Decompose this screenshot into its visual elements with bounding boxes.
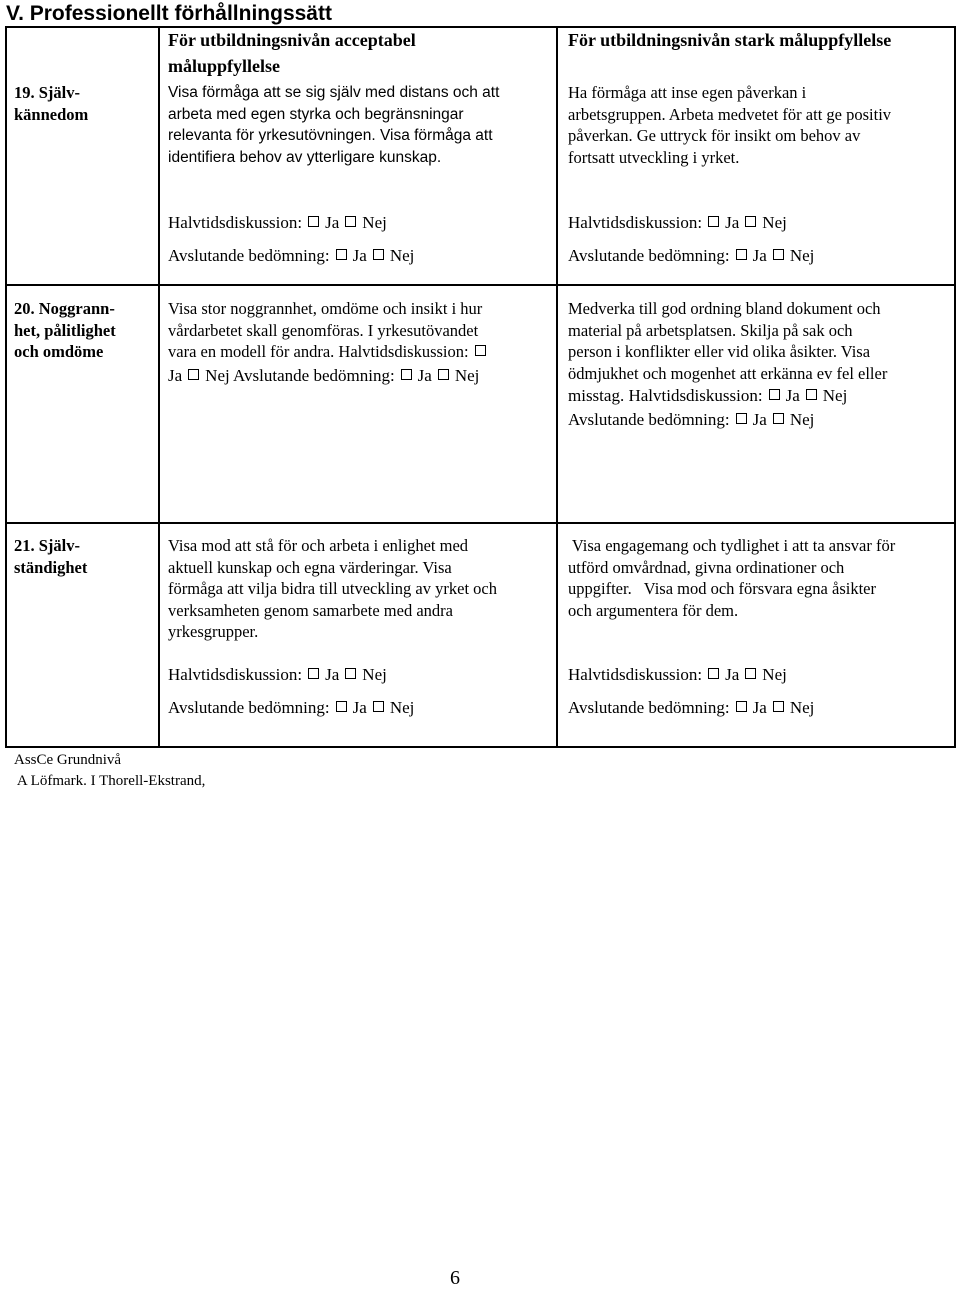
text-line: person i konflikter eller vid olika åsikter. Visa	[568, 342, 871, 361]
checkbox[interactable]	[736, 249, 747, 260]
final-label: Avslutande bedömning:	[168, 246, 330, 265]
text-line: och argumentera för dem.	[568, 600, 739, 620]
text-line: vårdarbetet skall genomföras. I yrkesutövandet	[168, 320, 479, 340]
text-line: relevanta för yrkesutövningen. Visa förmåga att	[168, 127, 493, 144]
text-line	[168, 341, 492, 363]
final-label: Avslutande bedömning:	[233, 365, 395, 385]
checkbox[interactable]	[773, 413, 784, 424]
mid-label: Halvtidsdiskussion:	[168, 213, 303, 232]
no-label: Nej	[789, 698, 815, 717]
label-line: ständighet	[14, 557, 88, 577]
checkbox[interactable]	[745, 668, 756, 679]
no-label: Nej	[762, 213, 787, 232]
text-line: ödmjukhet och mogenhet att erkänna ev fel eller	[568, 363, 888, 383]
page-number: 6	[450, 1267, 460, 1289]
checkbox[interactable]	[806, 389, 817, 400]
row-21-strong	[568, 535, 895, 621]
checkbox[interactable]	[736, 413, 747, 424]
yes-label: Ja	[325, 213, 340, 232]
row-19-strong-mid	[568, 212, 787, 234]
text-segment: misstag. Halvtidsdiskussion:	[568, 386, 763, 405]
label-line: 21. Själv-	[14, 536, 80, 555]
yes-label: Ja	[752, 410, 767, 429]
row-19-strong	[568, 82, 891, 168]
checkbox[interactable]	[308, 668, 319, 679]
header-strong: För utbildningsnivån stark måluppfyllelse	[568, 30, 892, 50]
row-21-strong-mid	[568, 664, 787, 686]
footer-line: AssCe Grundnivå	[14, 752, 122, 768]
label-line: 20. Noggrann-	[14, 299, 115, 318]
no-label: Nej	[822, 386, 848, 405]
text-line: arbetsgruppen. Arbeta medvetet för att ge positiv	[568, 104, 892, 124]
label-line: 19. Själv-	[14, 83, 80, 102]
row-20-acceptable	[168, 298, 492, 389]
text-line: material på arbetsplatsen. Skilja på sak och	[568, 320, 853, 340]
no-label: Nej	[789, 246, 815, 265]
row-20-label	[14, 298, 116, 363]
col-divider-2	[556, 26, 558, 748]
mid-label: Halvtidsdiskussion:	[168, 665, 303, 684]
row-21-label	[14, 535, 87, 578]
row-19-acc-mid	[168, 212, 387, 234]
row-21-strong-final	[568, 697, 814, 719]
text-line: påverkan. Ge uttryck för insikt om behov av	[568, 126, 861, 145]
checkbox[interactable]	[708, 216, 719, 227]
row-21-acceptable	[168, 535, 497, 643]
table-right-border	[954, 26, 956, 748]
yes-label: Ja	[725, 213, 740, 232]
checkbox[interactable]	[373, 249, 384, 260]
yes-label: Ja	[725, 665, 740, 684]
section-title: V. Professionellt förhållningssätt	[6, 2, 332, 25]
text-line: yrkesgrupper.	[168, 622, 259, 641]
row-19-strong-final	[568, 245, 814, 267]
mid-label: Halvtidsdiskussion:	[568, 213, 703, 232]
yes-label: Ja	[352, 246, 367, 265]
label-line: kännedom	[14, 104, 89, 124]
row-19-label	[14, 82, 88, 125]
text-line: Ha förmåga att inse egen påverkan i	[568, 83, 807, 102]
text-segment: vara en modell för andra. Halvtidsdiskussion:	[168, 342, 469, 361]
no-label: Nej	[205, 365, 230, 385]
text-line: Medverka till god ordning bland dokument och	[568, 299, 881, 318]
checkbox[interactable]	[708, 668, 719, 679]
no-label: Nej	[454, 365, 480, 385]
final-label: Avslutande bedömning:	[568, 410, 730, 429]
footer-line: A Löfmark. I Thorell-Ekstrand,	[14, 773, 206, 789]
final-label: Avslutande bedömning:	[168, 698, 330, 717]
row-21-acc-final	[168, 697, 414, 719]
text-line: uppgifter. Visa mod och försvara egna åsikter	[568, 579, 876, 598]
text-line: Visa stor noggrannhet, omdöme och insikt i hur	[168, 299, 483, 318]
yes-label: Ja	[352, 698, 367, 717]
no-label: Nej	[389, 698, 415, 717]
checkbox[interactable]	[745, 216, 756, 227]
text-line: arbeta med egen styrka och begränsningar	[168, 105, 464, 123]
label-line: och omdöme	[14, 342, 104, 361]
text-line: identifiera behov av ytterligare kunskap.	[168, 148, 442, 166]
checkbox[interactable]	[188, 369, 199, 380]
final-label: Avslutande bedömning:	[568, 698, 730, 717]
checkbox[interactable]	[773, 249, 784, 260]
mid-label: Halvtidsdiskussion:	[568, 665, 703, 684]
row-20-strong	[568, 298, 887, 432]
text-line: Visa mod att stå för och arbeta i enlighet med	[168, 536, 469, 555]
text-line: fortsatt utveckling i yrket.	[568, 147, 740, 167]
checkbox[interactable]	[773, 701, 784, 712]
text-line	[568, 407, 887, 432]
no-label: Nej	[362, 213, 387, 232]
yes-label: Ja	[752, 698, 767, 717]
final-label: Avslutande bedömning:	[568, 246, 730, 265]
checkbox[interactable]	[736, 701, 747, 712]
checkbox[interactable]	[308, 216, 319, 227]
row-divider-20	[5, 284, 956, 286]
text-line	[568, 384, 887, 407]
checkbox[interactable]	[345, 216, 356, 227]
checkbox[interactable]	[475, 345, 486, 356]
header-acceptable: För utbildningsnivån acceptabel måluppfyllelse	[168, 30, 416, 76]
no-label: Nej	[362, 665, 387, 684]
label-line: het, pålitlighet	[14, 320, 116, 340]
text-line	[168, 363, 492, 389]
table-left-border	[5, 26, 7, 748]
text-line: Visa förmåga att se sig själv med distans och att	[168, 84, 500, 101]
no-label: Nej	[789, 410, 815, 429]
checkbox[interactable]	[336, 701, 347, 712]
checkbox[interactable]	[438, 369, 449, 380]
yes-label: Ja	[785, 386, 800, 405]
yes-label: Ja	[168, 365, 183, 385]
row-19-acc-final	[168, 245, 414, 267]
checkbox[interactable]	[336, 249, 347, 260]
checkbox[interactable]	[769, 389, 780, 400]
text-line: verksamheten genom samarbete med andra	[168, 600, 453, 620]
text-line: Visa engagemang och tydlighet i att ta ansvar för	[568, 536, 896, 555]
text-line: utförd omvårdnad, givna ordinationer och	[568, 557, 845, 577]
checkbox[interactable]	[373, 701, 384, 712]
yes-label: Ja	[325, 665, 340, 684]
footer	[14, 750, 205, 792]
yes-label: Ja	[417, 365, 432, 385]
row-divider-21	[5, 522, 956, 524]
table-bottom-border	[5, 746, 956, 748]
checkbox[interactable]	[345, 668, 356, 679]
no-label: Nej	[389, 246, 415, 265]
yes-label: Ja	[752, 246, 767, 265]
checkbox[interactable]	[401, 369, 412, 380]
text-line: aktuell kunskap och egna värderingar. Visa	[168, 557, 452, 577]
col-divider-1	[158, 26, 160, 748]
row-19-acceptable	[168, 82, 499, 168]
row-21-acc-mid	[168, 664, 387, 686]
text-line: förmåga att vilja bidra till utveckling av yrket och	[168, 579, 497, 598]
no-label: Nej	[762, 665, 787, 684]
